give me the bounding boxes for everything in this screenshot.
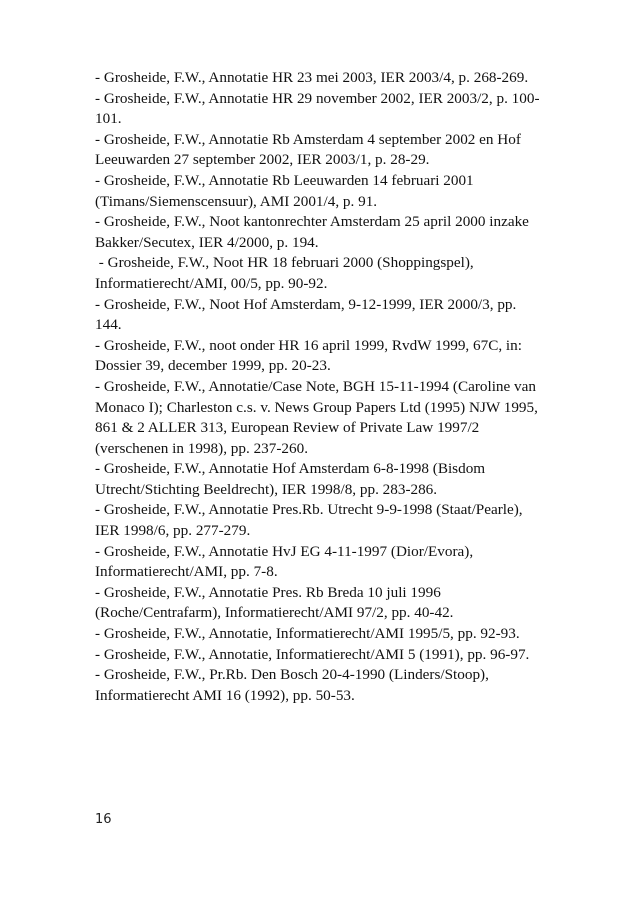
- reference-continuation-line: (Timans/Siemenscensuur), AMI 2001/4, p. 91.: [95, 192, 378, 210]
- reference-entry-line: - Grosheide, F.W., Annotatie HvJ EG 4-11-1997 (Dior/Evora),: [95, 542, 474, 560]
- reference-continuation-line: Informatierecht AMI 16 (1992), pp. 50-53.: [95, 686, 355, 704]
- reference-continuation-line: 144.: [95, 316, 122, 334]
- reference-continuation-line: Dossier 39, december 1999, pp. 20-23.: [95, 357, 331, 375]
- reference-continuation-line: (verschenen in 1998), pp. 237-260.: [95, 439, 308, 457]
- reference-entry-line: - Grosheide, F.W., Annotatie Pres.Rb. Utrecht 9-9-1998 (Staat/Pearle),: [95, 501, 523, 519]
- reference-continuation-line: Leeuwarden 27 september 2002, IER 2003/1, p. 28-29.: [95, 151, 430, 169]
- reference-entry-line: - Grosheide, F.W., Annotatie/Case Note, BGH 15-11-1994 (Caroline van: [95, 377, 536, 395]
- reference-continuation-line: 861 & 2 ALLER 313, European Review of Private Law 1997/2: [95, 419, 480, 437]
- reference-entry-line: - Grosheide, F.W., Annotatie Hof Amsterdam 6-8-1998 (Bisdom: [95, 460, 486, 478]
- reference-continuation-line: Monaco I); Charleston c.s. v. News Group Papers Ltd (1995) NJW 1995,: [95, 398, 538, 416]
- reference-entry-line: - Grosheide, F.W., Annotatie Pres. Rb Breda 10 juli 1996: [95, 583, 441, 601]
- reference-continuation-line: (Roche/Centrafarm), Informatierecht/AMI 97/2, pp. 40-42.: [95, 604, 454, 622]
- reference-continuation-line: Informatierecht/AMI, 00/5, pp. 90-92.: [95, 274, 328, 292]
- reference-entry-line: - Grosheide, F.W., Annotatie, Informatierecht/AMI 1995/5, pp. 92-93.: [95, 625, 520, 643]
- page-number: 16: [95, 812, 112, 827]
- reference-entry-line: - Grosheide, F.W., Annotatie, Informatierecht/AMI 5 (1991), pp. 96-97.: [95, 645, 530, 663]
- reference-continuation-line: Informatierecht/AMI, pp. 7-8.: [95, 563, 278, 581]
- reference-continuation-line: IER 1998/6, pp. 277-279.: [95, 522, 251, 540]
- reference-continuation-line: Bakker/Secutex, IER 4/2000, p. 194.: [95, 233, 319, 251]
- reference-entry-line: - Grosheide, F.W., Noot kantonrechter Amsterdam 25 april 2000 inzake: [95, 213, 529, 231]
- reference-entry-line: - Grosheide, F.W., Noot HR 18 februari 2000 (Shoppingspel),: [95, 254, 474, 272]
- reference-entry-line: - Grosheide, F.W., Annotatie HR 23 mei 2003, IER 2003/4, p. 268-269.: [95, 69, 529, 86]
- reference-continuation-line: 101.: [95, 110, 122, 128]
- reference-entry-line: - Grosheide, F.W., Annotatie HR 29 november 2002, IER 2003/2, p. 100-: [95, 89, 540, 107]
- reference-entry-line: - Grosheide, F.W., noot onder HR 16 april 1999, RvdW 1999, 67C, in:: [95, 336, 522, 354]
- reference-entry-line: - Grosheide, F.W., Pr.Rb. Den Bosch 20-4-1990 (Linders/Stoop),: [95, 666, 489, 684]
- reference-entry-line: - Grosheide, F.W., Noot Hof Amsterdam, 9-12-1999, IER 2000/3, pp.: [95, 295, 517, 313]
- reference-entry-line: - Grosheide, F.W., Annotatie Rb Amsterdam 4 september 2002 en Hof: [95, 130, 521, 148]
- reference-entry-line: - Grosheide, F.W., Annotatie Rb Leeuwarden 14 februari 2001: [95, 171, 474, 189]
- reference-continuation-line: Utrecht/Stichting Beeldrecht), IER 1998/8, pp. 283-286.: [95, 480, 438, 498]
- reference-list: [95, 68, 555, 706]
